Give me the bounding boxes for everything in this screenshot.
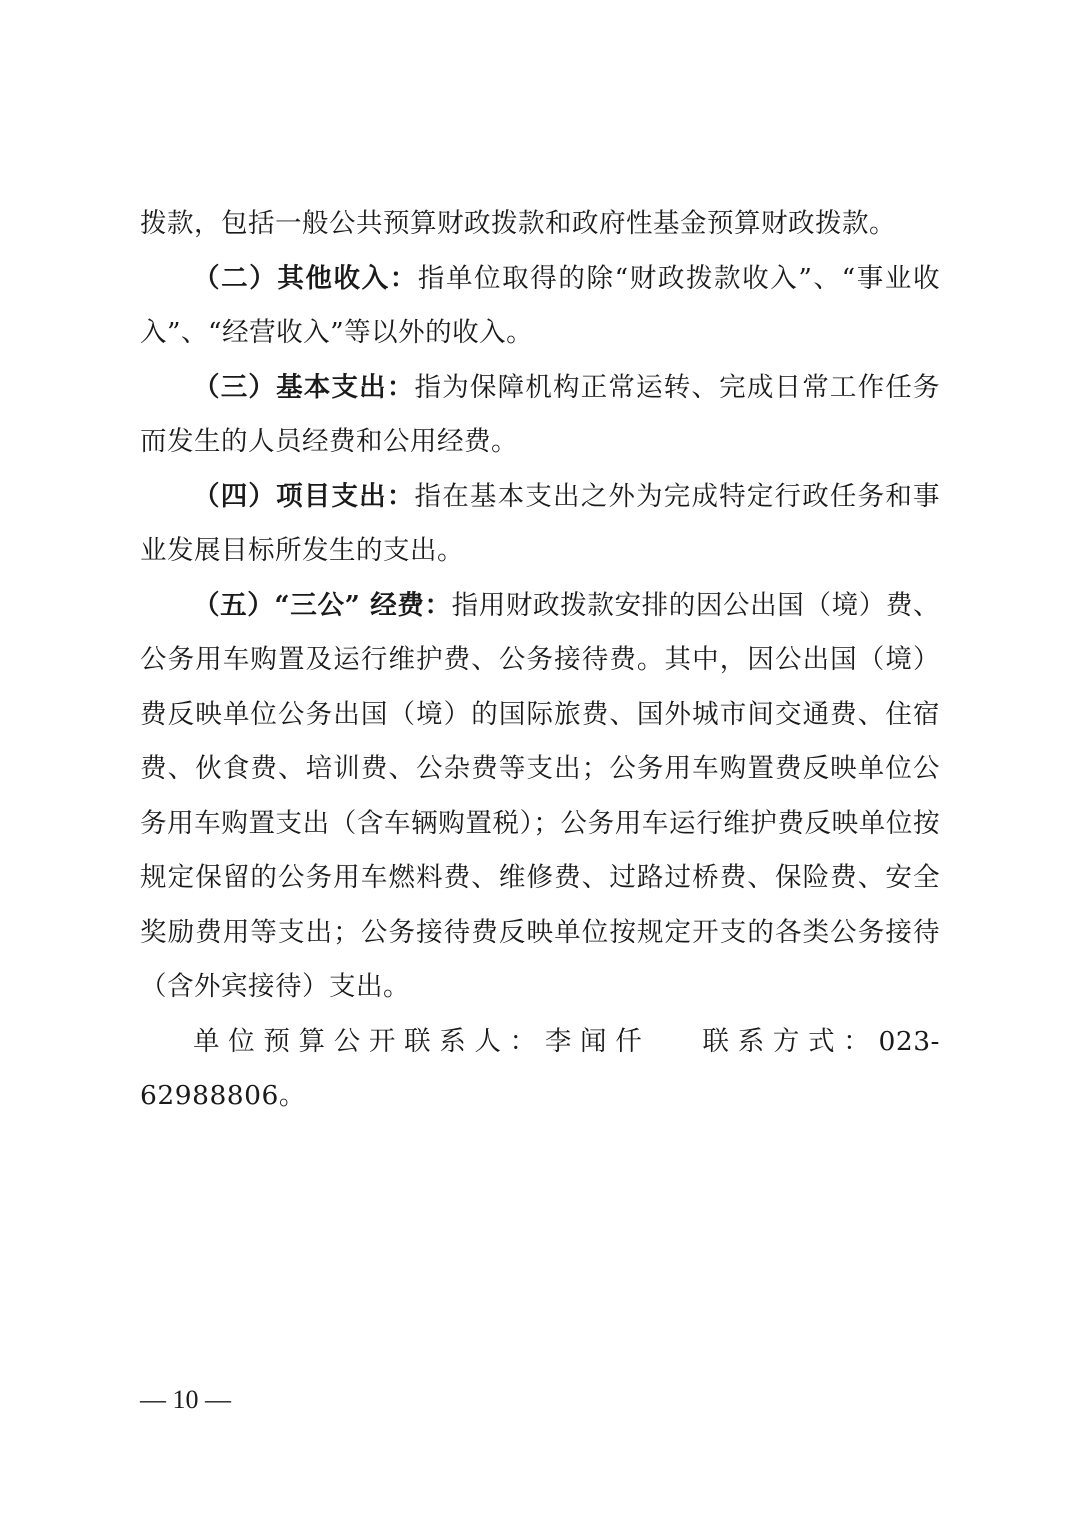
- term-project-expenditure: （四）项目支出：: [193, 480, 415, 512]
- definition-project-expenditure: 指在基本支出之外为完成特定行政任务和事业发展目标所发生的支出。: [140, 480, 941, 566]
- definition-basic-expenditure: 指为保障机构正常运转、完成日常工作任务而发生的人员经费和公用经费。: [140, 371, 941, 457]
- paragraph-project-expenditure: [140, 470, 940, 579]
- paragraph-three-public-expenses: [140, 579, 940, 1015]
- term-three-public-expenses: （五）“三公” 经费：: [193, 589, 452, 621]
- continuation-paragraph: 拨款，包括一般公共预算财政拨款和政府性基金预算财政拨款。: [140, 208, 896, 239]
- term-other-income: （二）其他收入：: [193, 262, 418, 294]
- page-number: — 10 —: [140, 1385, 231, 1414]
- contact-person-label: 单位预算公开联系人：: [193, 1025, 545, 1057]
- paragraph-other-income: [140, 252, 940, 361]
- definition-other-income: 指单位取得的除“财政拨款收入”、“事业收入”、“经营收入”等以外的收入。: [140, 262, 940, 348]
- contact-line: [140, 1015, 940, 1124]
- contact-person-name: 李闻仟: [544, 1025, 651, 1057]
- contact-phone-label: 联系方式：: [694, 1025, 879, 1057]
- paragraph-basic-expenditure: [140, 361, 940, 470]
- term-basic-expenditure: （三）基本支出：: [193, 371, 415, 403]
- definition-three-public-expenses: 指用财政拨款安排的因公出国（境）费、公务用车购置及运行维护费、公务接待费。其中，因公出国（境）费反映单位公务出国（境）的国际旅费、国外城市间交通费、住宿费、伙食费、培训费、公杂费等支出；公务用车购置费反映单位公务用车购置支出（含车辆购置税）；公务用车运行维护费反映单位按规定保留的公务用车燃料费、维修费、过路过桥费、保险费、安全奖励费用等支出；公务接待费反映单位按规定开支的各类公务接待（含外宾接待）支出。: [140, 589, 941, 1002]
- body-text: [140, 197, 940, 1124]
- contact-phone: 023-62988806。: [140, 1025, 941, 1111]
